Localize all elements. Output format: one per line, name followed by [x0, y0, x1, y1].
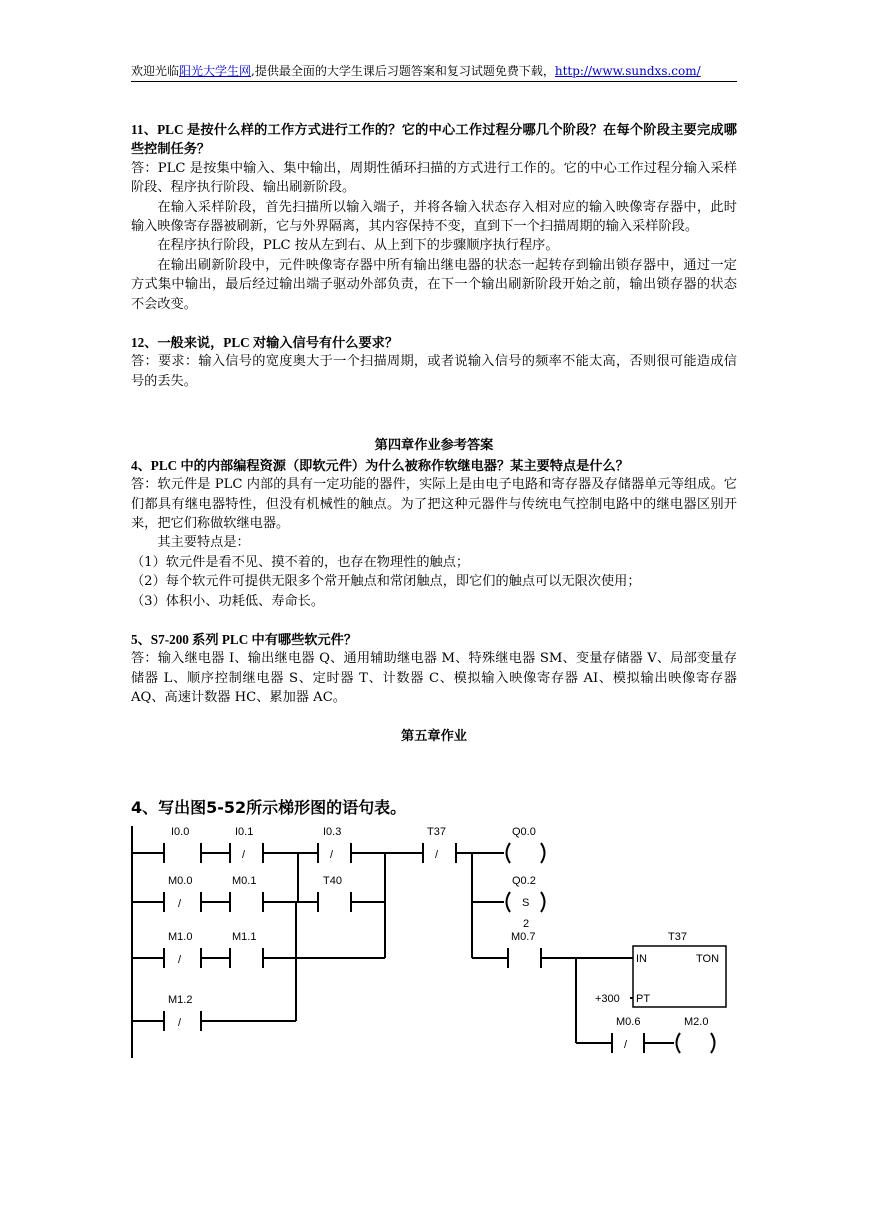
label-m2-0: M2.0: [684, 1016, 709, 1028]
nc-mark: /: [178, 1017, 182, 1029]
box-ton: TON: [696, 953, 720, 965]
box-pt-pin: PT: [636, 993, 651, 1005]
features-intro: 其主要特点是：: [157, 535, 250, 551]
feature-item: （3）体积小、功耗低、寿命长。: [131, 593, 325, 609]
q5-question: 5、S7-200 系列 PLC 中有哪些软元件？: [131, 631, 358, 647]
q11-answer: 答：PLC 是按集中输入、集中输出，周期性循环扫描的方式进行工作的。它的中心工作过程分输入采样阶段、程序执行阶段、输出刷新阶段。: [131, 160, 737, 196]
q11-question: 11、PLC 是按什么样的工作方式进行工作的？它的中心工作过程分哪几个阶段？在每个阶段主要完成哪些控制任务？: [131, 122, 737, 157]
label-i0-1: I0.1: [235, 826, 254, 838]
preset-value: +300: [595, 993, 620, 1005]
q11-paragraph-3: 在输出刷新阶段中，元件映像寄存器中所有输出继电器的状态一起转存到输出锁存器中，通过一定方式集中输出，最后经过输出端子驱动外部负责，在下一个输出刷新阶段开始之前，输出锁存器的状态不会改变。: [131, 257, 737, 312]
feature-item: （2）每个软元件可提供无限多个常开触点和常闭触点，即它们的触点可以无限次使用；: [131, 574, 641, 590]
q12-question: 12、一般来说，PLC 对输入信号有什么要求？: [131, 335, 399, 351]
ch4-q4-answer: 答：软元件是 PLC 内部的具有一定功能的器件，实际上是由电子电路和寄存器及存储器单元等组成。它们都具有继电器特性，但没有机械性的触点。为了把这种元器件与传统电气控制电路中的继电器区别开来，把它们称做软继电器。: [131, 477, 737, 531]
nc-mark: /: [624, 1039, 628, 1051]
chapter4-title: 第四章作业参考答案: [374, 438, 494, 454]
nc-mark: /: [178, 954, 182, 966]
header-url-link[interactable]: http://www.sundxs.com/: [554, 64, 701, 78]
label-set-letter: S: [522, 897, 530, 909]
label-m0-1: M0.1: [232, 875, 257, 887]
label-i0-3: I0.3: [323, 826, 342, 838]
header-site-link[interactable]: 阳光大学生网: [179, 64, 252, 78]
label-m1-2: M1.2: [168, 994, 193, 1006]
nc-mark: /: [178, 898, 182, 910]
figure-title: 4、写出图5-52所示梯形图的语句表。: [131, 798, 407, 817]
q11-paragraph-1: 在输入采样阶段，首先扫描所以输入端子，并将各输入状态存入相对应的输入映像寄存器中，此时输入映像寄存器被刷新，它与外界隔离，其内容保持不变，直到下一个扫描周期的输入采样阶段。: [131, 199, 737, 235]
nc-mark: /: [435, 849, 439, 861]
label-m0-0: M0.0: [168, 875, 193, 887]
feature-item: （1）软元件是看不见、摸不着的，也存在物理性的触点；: [131, 554, 470, 570]
q11-paragraph-2: 在程序执行阶段，PLC 按从左到右、从上到下的步骤顺序执行程序。: [157, 238, 559, 254]
nc-mark: /: [330, 849, 334, 861]
label-t37-box: T37: [668, 931, 687, 943]
box-in-pin: IN: [636, 953, 647, 965]
label-m0-7: M0.7: [511, 931, 536, 943]
label-t37-contact: T37: [427, 826, 446, 838]
ch4-q4-question: 4、PLC 中的内部编程资源（即软元件）为什么被称作软继电器？某主要特点是什么？: [131, 457, 629, 473]
chapter5-title: 第五章作业: [401, 728, 467, 744]
q5-answer: 答：输入继电器 I、输出继电器 Q、通用辅助继电器 M、特殊继电器 SM、变量存储器 V、局部变量存储器 L、顺序控制继电器 S、定时器 T、计数器 C、模拟输入映像寄存器 AI、模拟输出映像寄存器 AQ、高速计数器 HC、累加器 AC。: [131, 651, 737, 706]
header-middle: ,提供最全面的大学生课后习题答案和复习试题免费下载，: [251, 64, 555, 78]
label-m1-0: M1.0: [168, 931, 193, 943]
q12-answer: 答：要求：输入信号的宽度奥大于一个扫描周期，或者说输入信号的频率不能太高，否则很可能造成信号的丢失。: [131, 354, 737, 389]
label-t40: T40: [323, 875, 342, 887]
nc-mark: /: [242, 849, 246, 861]
label-q0-0: Q0.0: [512, 826, 536, 838]
header-prefix: 欢迎光临: [131, 64, 180, 78]
label-m0-6: M0.6: [616, 1016, 641, 1028]
label-i0-0: I0.0: [171, 826, 190, 838]
label-m1-1: M1.1: [232, 931, 257, 943]
label-set-count: 2: [523, 918, 530, 930]
label-q0-2: Q0.2: [512, 875, 536, 887]
